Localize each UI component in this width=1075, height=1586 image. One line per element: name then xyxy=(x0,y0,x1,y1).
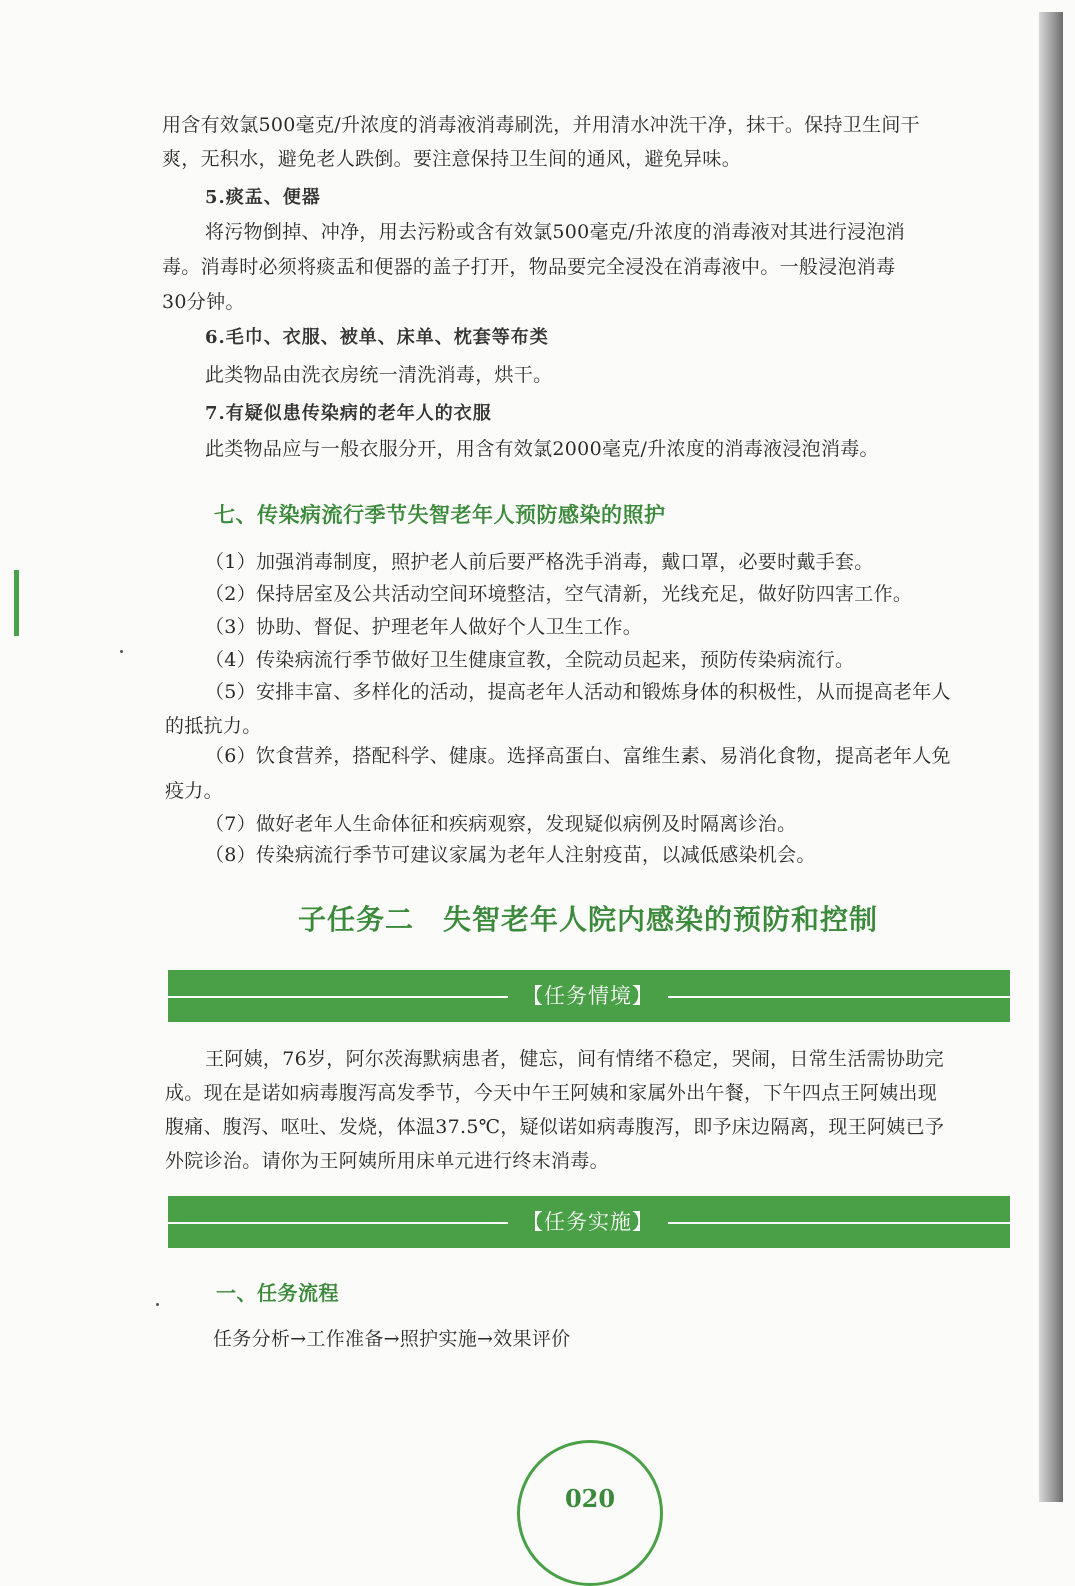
task-flow-heading: 一、任务流程 xyxy=(216,1281,339,1305)
paragraph-line: 爽，无积水，避免老人跌倒。要注意保持卫生间的通风，避免异味。 xyxy=(162,148,742,170)
subtask-title: 子任务二 失智老年人院内感染的预防和控制 xyxy=(298,903,879,936)
banner-rule xyxy=(168,996,508,998)
banner-rule xyxy=(168,1222,508,1224)
scenario-banner-label: 【任务情境】 xyxy=(522,984,654,1008)
page-number: 020 xyxy=(564,1484,616,1513)
list-item: （5）安排丰富、多样化的活动，提高老年人活动和锻炼身体的积极性，从而提高老年人 xyxy=(205,681,951,703)
paragraph-line: 毒。消毒时必须将痰盂和便器的盖子打开，物品要完全浸没在消毒液中。一般浸泡消毒 xyxy=(162,256,896,278)
list-item: （6）饮食营养，搭配科学、健康。选择高蛋白、富维生素、易消化食物，提高老年人免 xyxy=(205,745,951,767)
list-item: （8）传染病流行季节可建议家属为老年人注射疫苗，以减低感染机会。 xyxy=(205,844,816,866)
scan-speck xyxy=(120,650,123,653)
list-item-continuation: 疫力。 xyxy=(165,780,223,802)
side-color-tab xyxy=(14,570,19,636)
item-6-title: 6.毛巾、衣服、被单、床单、枕套等布类 xyxy=(205,327,549,348)
banner-rule xyxy=(668,996,1010,998)
page-number-arc xyxy=(517,1440,663,1586)
list-item-continuation: 的抵抗力。 xyxy=(165,715,262,737)
list-item: （3）协助、督促、护理老年人做好个人卫生工作。 xyxy=(205,616,642,638)
paragraph-line: 30分钟。 xyxy=(162,291,245,313)
list-item: （1）加强消毒制度，照护老人前后要严格洗手消毒，戴口罩，必要时戴手套。 xyxy=(205,551,874,573)
paragraph-line: 用含有效氯500毫克/升浓度的消毒液消毒刷洗，并用清水冲洗干净，抹干。保持卫生间干 xyxy=(162,114,920,136)
scenario-line: 外院诊治。请你为王阿姨所用床单元进行终末消毒。 xyxy=(165,1150,609,1172)
paragraph-line: 将污物倒掉、冲净，用去污粉或含有效氯500毫克/升浓度的消毒液对其进行浸泡消 xyxy=(205,221,906,243)
banner-rule xyxy=(668,1222,1010,1224)
implementation-banner-label: 【任务实施】 xyxy=(522,1210,654,1234)
scenario-line: 成。现在是诺如病毒腹泻高发季节，今天中午王阿姨和家属外出午餐，下午四点王阿姨出现 xyxy=(165,1082,938,1104)
scenario-banner xyxy=(168,970,1010,1022)
list-item: （2）保持居室及公共活动空间环境整洁，空气清新，光线充足，做好防四害工作。 xyxy=(205,583,913,605)
page-edge-shadow xyxy=(1039,12,1063,1502)
scan-speck xyxy=(156,1303,159,1306)
item-5-title: 5.痰盂、便器 xyxy=(205,187,321,208)
implementation-banner xyxy=(168,1196,1010,1248)
scenario-line: 王阿姨，76岁，阿尔茨海默病患者，健忘，间有情绪不稳定，哭闹，日常生活需协助完 xyxy=(205,1048,944,1070)
item-7-title: 7.有疑似患传染病的老年人的衣服 xyxy=(205,403,492,424)
paragraph-line: 此类物品应与一般衣服分开，用含有效氯2000毫克/升浓度的消毒液浸泡消毒。 xyxy=(205,438,879,460)
list-item: （4）传染病流行季节做好卫生健康宣教，全院动员起来，预防传染病流行。 xyxy=(205,649,855,671)
paragraph-line: 此类物品由洗衣房统一清洗消毒，烘干。 xyxy=(205,364,553,386)
scenario-line: 腹痛、腹泻、呕吐、发烧，体温37.5℃，疑似诺如病毒腹泻，即予床边隔离，现王阿姨已予 xyxy=(165,1116,945,1138)
section-7-heading: 七、传染病流行季节失智老年人预防感染的照护 xyxy=(214,502,666,527)
task-flow: 任务分析→工作准备→照护实施→效果评价 xyxy=(213,1328,571,1350)
list-item: （7）做好老年人生命体征和疾病观察，发现疑似病例及时隔离诊治。 xyxy=(205,813,797,835)
